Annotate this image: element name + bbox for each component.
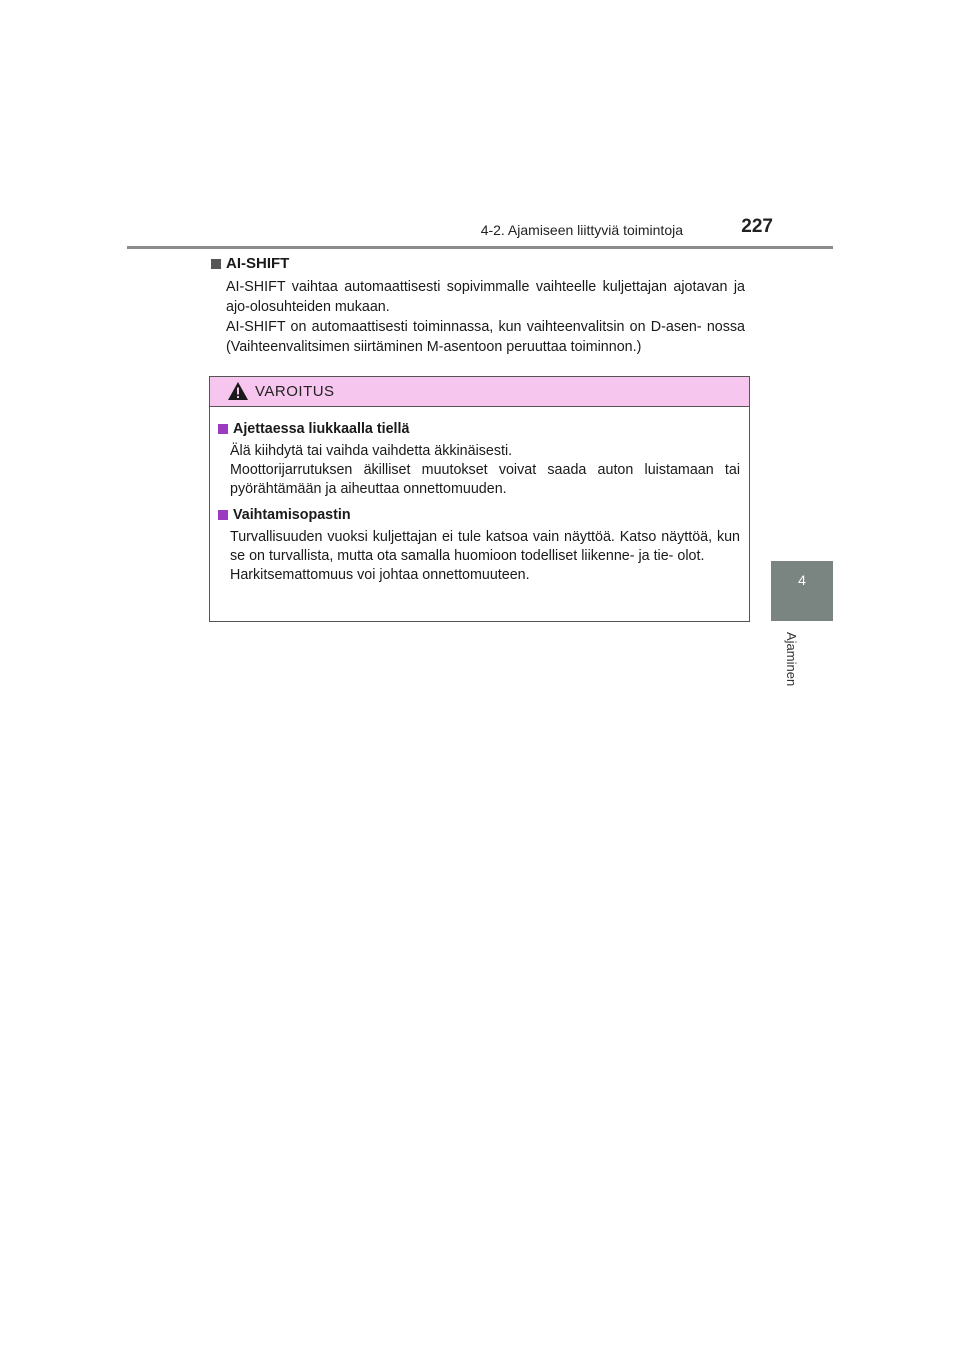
ai-shift-section [211, 254, 745, 357]
chapter-number: 4 [798, 572, 806, 588]
warning-triangle-icon [227, 381, 249, 401]
section-body [226, 277, 745, 357]
warning-content [210, 407, 749, 585]
section-paragraph: AI-SHIFT on automaattisesti toiminnassa, kun vaihteenvalitsin on D-asen- nossa (Vaihteenvalitsimen siirtäminen M-asentoon peruuttaa toiminnon.) [226, 319, 745, 355]
section-paragraph: AI-SHIFT vaihtaa automaattisesti sopivimmalle vaihteelle kuljettajan ajotavan ja ajo-olosuhteiden mukaan. [226, 279, 745, 315]
warning-box [209, 376, 750, 622]
warning-header [210, 377, 749, 407]
chapter-label: Ajaminen [784, 632, 799, 687]
warning-item-heading-text: Ajettaessa liukkaalla tiellä [233, 421, 410, 437]
warning-item [218, 419, 740, 499]
warning-item-heading [218, 419, 740, 439]
warning-paragraph: Älä kiihdytä tai vaihda vaihdetta äkkinäisesti. [230, 443, 513, 459]
warning-item-body [230, 442, 740, 499]
warning-item-body [230, 528, 740, 585]
warning-paragraph: Harkitsemattomuus voi johtaa onnettomuuteen. [230, 567, 530, 583]
section-heading-text: AI-SHIFT [226, 255, 290, 272]
warning-item-heading [218, 505, 740, 525]
square-bullet-icon [218, 424, 228, 434]
header-section-title: 4-2. Ajamiseen liittyviä toimintoja [480, 222, 683, 238]
chapter-tab [771, 561, 833, 621]
square-bullet-icon [211, 259, 221, 269]
warning-paragraph: Moottorijarrutuksen äkilliset muutokset voivat saada auton luistamaan tai pyörähtämään ja aiheuttaa onnettomuuden. [230, 462, 740, 497]
warning-title: VAROITUS [255, 383, 335, 400]
warning-paragraph: Turvallisuuden vuoksi kuljettajan ei tule katsoa vain näyttöä. Katso näyttöä, kun se on turvallista, mutta ota samalla huomioon todelliset liikenne- ja tie- olot. [230, 529, 740, 564]
square-bullet-icon [218, 510, 228, 520]
page-header [127, 214, 833, 249]
warning-item-heading-text: Vaihtamisopastin [233, 507, 351, 523]
section-heading [211, 254, 745, 274]
warning-item [218, 505, 740, 585]
page-number: 227 [741, 216, 773, 237]
